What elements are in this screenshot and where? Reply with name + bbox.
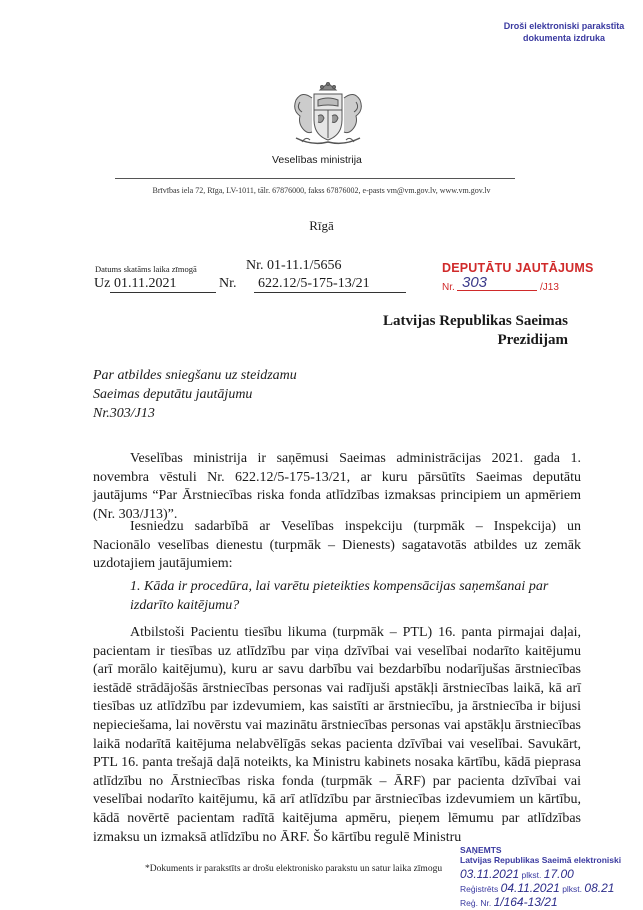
datums-label: Datums skatāms laika zīmogā <box>95 264 197 274</box>
footnote: *Dokuments ir parakstīts ar drošu elektronisko parakstu un satur laika zīmogu <box>145 864 443 874</box>
city: Rīgā <box>309 218 334 233</box>
subject-line2: Saeimas deputātu jautājumu <box>93 387 253 402</box>
registered-date: 04.11.2021 <box>500 881 560 895</box>
plkst-label-2: plkst. <box>562 884 583 894</box>
deputy-question-suffix: /J13 <box>540 282 559 293</box>
nr-label: Nr. <box>219 276 237 291</box>
deputy-question-number: 303 <box>462 274 488 291</box>
e-signature-line1: Droši elektroniski parakstīta <box>503 21 625 31</box>
body-paragraph-3: Atbilstoši Pacientu tiesību likuma (turpmāk – PTL) 16. panta pirmajai daļai, pacientam ir tiesības uz atlīdzību par viņa dzīvībai vai veselībai nodarīto kaitējumu (arī morālo kaitējumu), kuru ar savu darbību vai bezdarbību nodarījušas ārstniecības iestādē strādājošās ārstniecības personas vai radījuši apstākļi ārstniecības laikā, kā arī tiesības uz atlīdzību par izdevumiem, kas saistīti ar ārstniecību, ja ārstniecība ir bijusi nepieciešama, lai novērstu vai mazinātu ārstniecības personas vai apstākļu ārstniecības laikā nodarītā kaitējuma nelabvēlīgās sekas pacienta dzīvībai vai veselībai. Savukārt, PTL 16. panta trešajā daļā noteikts, ka Ministru kabinets nosaka kārtību, kādā pieprasa atlīdzību no Ārstniecības riska fonda (turpmāk – ĀRF) par pacienta dzīvībai vai veselībai nodarīto kaitējumu, kā arī atlīdzību par ārstniecības izdevumiem un kārtību, kādā novērtē pacientam radītā kaitējuma apmēru, pieņem lēmumu par atlīdzības izmaksu un izmaksā atlīdzību no ĀRF. Šo kārtību regulē Ministru <box>93 625 581 845</box>
received-date: 03.11.2021 <box>460 867 520 881</box>
reference-number: 622.12/5-175-13/21 <box>254 276 406 293</box>
reg-nr-label: Reģ. Nr. <box>460 898 492 908</box>
uz-date: 01.11.2021 <box>110 276 216 293</box>
uz-label: Uz <box>94 276 111 291</box>
question-1: 1. Kāda ir procedūra, lai varētu pieteikties kompensācijas saņemšanai par izdarīto kaitējumu? <box>130 579 549 613</box>
plkst-label: plkst. <box>521 870 542 880</box>
e-signature-stamp <box>499 20 629 44</box>
registered-time: 08.21 <box>584 881 615 895</box>
deputy-question-stamp-title: DEPUTĀTU JAUTĀJUMS <box>442 261 594 275</box>
subject-line3: Nr.303/J13 <box>93 406 155 421</box>
registered-label: Reģistrēts <box>460 884 499 894</box>
recipient-line1: Latvijas Republikas Saeimas <box>382 313 568 329</box>
received-stamp-line-date <box>460 867 574 881</box>
coat-of-arms-icon <box>282 80 374 150</box>
header-divider <box>115 178 515 179</box>
subject <box>93 366 297 423</box>
registered-line <box>460 881 614 895</box>
e-signature-line2: dokumenta izdruka <box>522 33 605 43</box>
received-stamp-subtitle: Latvijas Republikas Saeimā elektroniski <box>460 855 622 865</box>
registration-number-line <box>460 895 558 909</box>
deputy-question-nr-label: Nr. <box>442 282 455 293</box>
recipient-line2: Prezidijam <box>497 332 568 348</box>
received-stamp <box>458 845 643 910</box>
reg-nr-value: 1/164-13/21 <box>493 895 558 909</box>
document-number: Nr. 01-11.1/5656 <box>246 258 342 273</box>
ministry-name: Veselības ministrija <box>272 154 362 166</box>
ministry-address: Brīvības iela 72, Rīga, LV-1011, tālr. 67876000, fakss 67876002, e-pasts vm@vm.gov.lv, www.vm.gov.lv <box>152 186 491 195</box>
recipient <box>300 312 568 350</box>
received-time: 17.00 <box>543 867 574 881</box>
subject-line1: Par atbildes sniegšanu uz steidzamu <box>93 368 297 383</box>
received-stamp-title: SAŅEMTS <box>460 845 502 855</box>
body-paragraph-1: Veselības ministrija ir saņēmusi Saeimas administrācijas 2021. gada 1. novembra vēstuli Nr. 622.12/5-175-13/21, ar kuru pārsūtīts Saeimas deputātu jautājums “Par Ārstniecības riska fonda atlīdzības izmaksas principiem un apmēriem (Nr. 303/J13)”. <box>93 451 581 522</box>
body-paragraph-2: Iesniedzu sadarbībā ar Veselības inspekciju (turpmāk – Inspekcija) un Nacionālo veselības dienestu (turpmāk – Dienests) sagatavotās atbildes uz zemāk uzdotajiem jautājumiem: <box>93 519 581 572</box>
